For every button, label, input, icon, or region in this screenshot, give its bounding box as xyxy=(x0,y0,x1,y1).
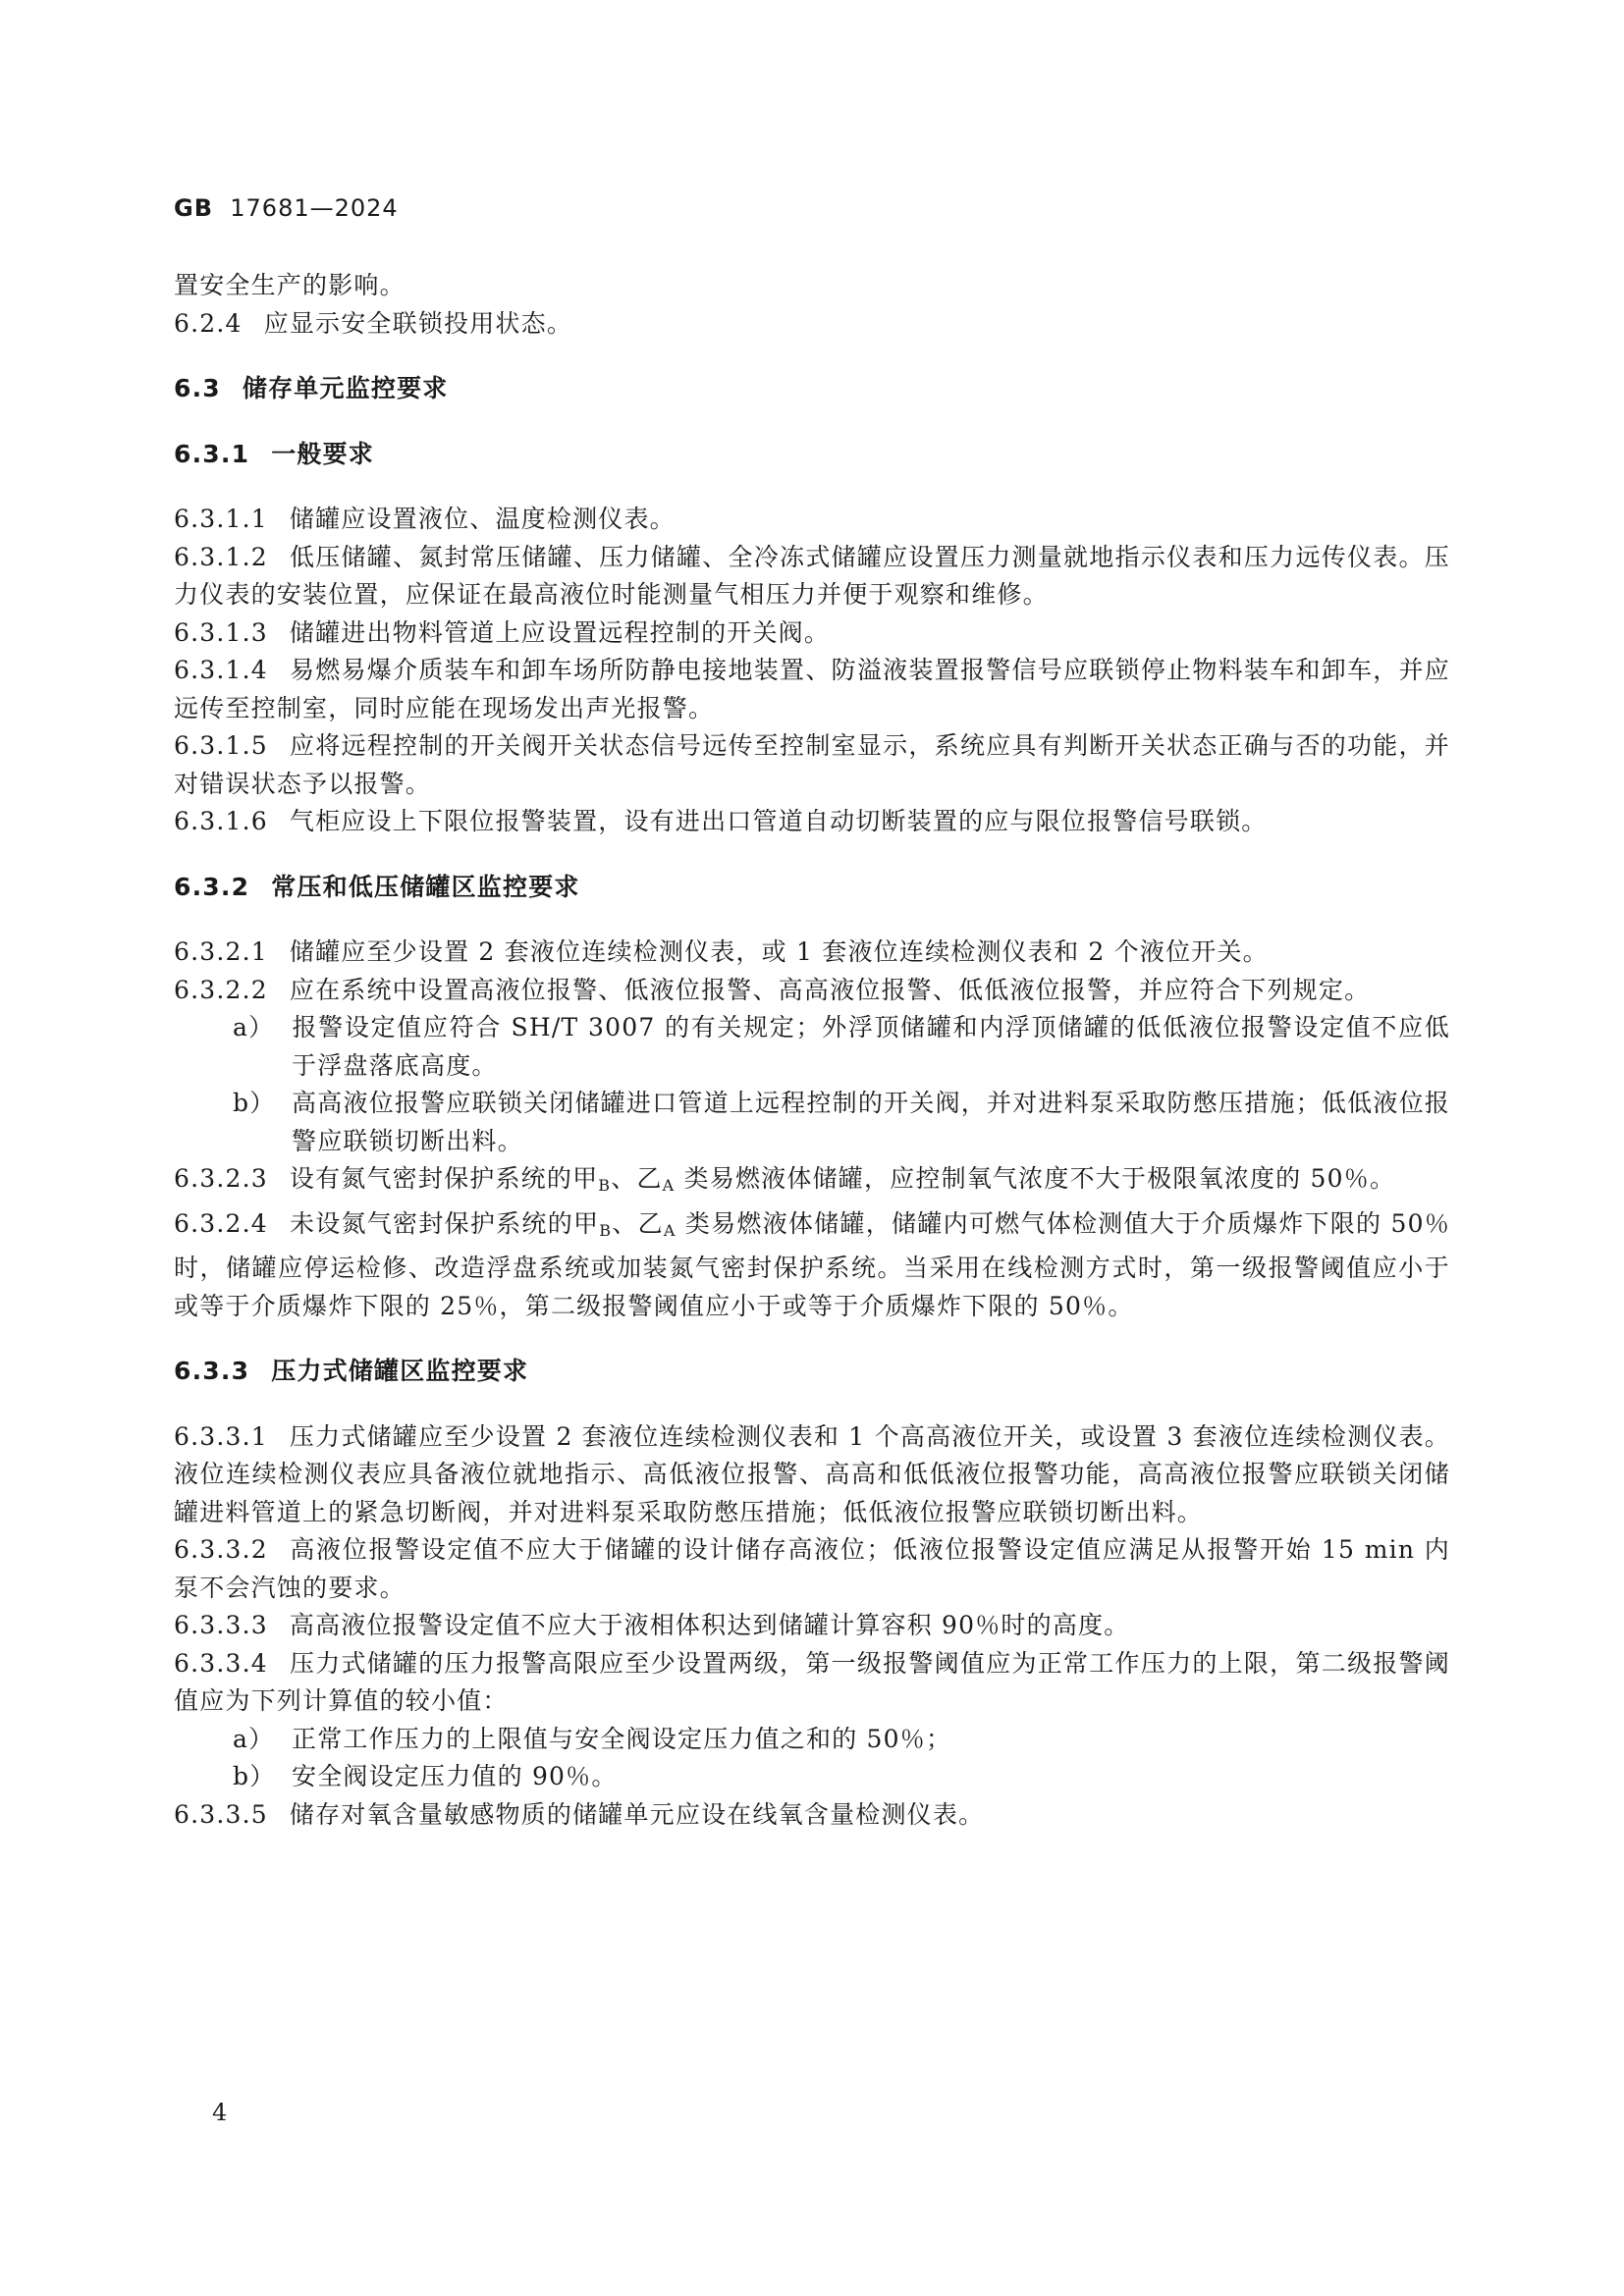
clause-6-3-2-1 xyxy=(174,934,1450,972)
clause-text: 未设氮气密封保护系统的甲$_B$、乙$_A$ 类易燃液体储罐，储罐内可燃气体检测值大于介质爆炸下限的 50％时，储罐应停运检修、改造浮盘系统或加装氮气密封保护系统。当采用在线检测方式时，第一级报警阈值应小于或等于介质爆炸下限的 25％，第二级报警阈值应小于或等于介质爆炸下限的 50％。 xyxy=(174,1208,1451,1320)
clause-number: 6.3.2.3 xyxy=(174,1164,268,1193)
clause-text: 低压储罐、氮封常压储罐、压力储罐、全冷冻式储罐应设置压力测量就地指示仪表和压力远传仪表。压力仪表的安装位置，应保证在最高液位时能测量气相压力并便于观察和维修。 xyxy=(174,542,1450,609)
heading-text: 常压和低压储罐区监控要求 xyxy=(271,872,580,901)
document-body xyxy=(174,267,1450,1834)
clause-6-3-1-3 xyxy=(174,614,1450,653)
clause-6-3-2-2 xyxy=(174,972,1450,1010)
clause-6-3-1-5 xyxy=(174,727,1450,803)
list-marker: b） xyxy=(233,1762,276,1790)
clause-number: 6.3.1.6 xyxy=(174,807,268,835)
clause-number: 6.3.3.3 xyxy=(174,1611,268,1639)
clause-6-3-3-3 xyxy=(174,1607,1450,1645)
list-marker: a） xyxy=(233,1013,275,1041)
clause-text: 高液位报警设定值不应大于储罐的设计储存高液位；低液位报警设定值应满足从报警开始 15 min 内泵不会汽蚀的要求。 xyxy=(174,1535,1450,1602)
clause-number: 6.3.1.4 xyxy=(174,656,268,684)
clause-text: 应将远程控制的开关阀开关状态信号远传至控制室显示，系统应具有判断开关状态正确与否的功能，并对错误状态予以报警。 xyxy=(174,731,1450,798)
heading-number: 6.3 xyxy=(174,374,221,402)
list-text: 报警设定值应符合 SH/T 3007 的有关规定；外浮顶储罐和内浮顶储罐的低低液位报警设定值不应低于浮盘落底高度。 xyxy=(292,1013,1450,1080)
list-text: 高高液位报警应联锁关闭储罐进口管道上远程控制的开关阀，并对进料泵采取防憋压措施；低低液位报警应联锁切断出料。 xyxy=(292,1089,1450,1155)
clause-6-3-1-6 xyxy=(174,803,1450,841)
subscript-b: B xyxy=(598,1176,612,1195)
standard-number: 17681—2024 xyxy=(230,194,399,222)
clause-number: 6.3.3.4 xyxy=(174,1648,268,1678)
clause-text: 应在系统中设置高液位报警、低液位报警、高高液位报警、低低液位报警，并应符合下列规定。 xyxy=(289,975,1371,1004)
clause-number: 6.3.1.2 xyxy=(174,542,268,571)
paragraph-continued: 置安全生产的影响。 xyxy=(174,271,406,299)
standard-header xyxy=(174,194,399,222)
clause-6-3-3-5 xyxy=(174,1796,1450,1835)
heading-text: 一般要求 xyxy=(271,439,374,468)
subscript-b: B xyxy=(599,1220,613,1240)
clause-text: 易燃易爆介质装车和卸车场所防静电接地装置、防溢液装置报警信号应联锁停止物料装车和卸车，并应远传至控制室，同时应能在现场发出声光报警。 xyxy=(174,656,1450,722)
clause-number: 6.2.4 xyxy=(174,308,243,338)
clause-6-2-4 xyxy=(174,305,1450,344)
list-item-b xyxy=(174,1758,1450,1796)
list-item-b xyxy=(174,1085,1450,1160)
list-text: 正常工作压力的上限值与安全阀设定压力值之和的 50％； xyxy=(292,1724,952,1753)
clause-number: 6.3.2.1 xyxy=(174,937,268,966)
list-item-a xyxy=(174,1009,1450,1085)
clause-6-3-1-1 xyxy=(174,501,1450,539)
clause-text: 压力式储罐应至少设置 2 套液位连续检测仪表和 1 个高高液位开关，或设置 3 套液位连续检测仪表。液位连续检测仪表应具备液位就地指示、高低液位报警、高高和低低液位报警功能，高高液位报警应联锁关闭储罐进料管道上的紧急切断阀，并对进料泵采取防憋压措施；低低液位报警应联锁切断出料。 xyxy=(174,1421,1450,1526)
section-heading-6-3 xyxy=(174,370,1450,408)
clause-6-3-1-4 xyxy=(174,652,1450,727)
clause-number: 6.3.2.2 xyxy=(174,975,268,1004)
clause-text: 储罐进出物料管道上应设置远程控制的开关阀。 xyxy=(289,617,831,647)
list-marker: a） xyxy=(233,1724,275,1753)
heading-number: 6.3.3 xyxy=(174,1357,250,1385)
clause-text: 气柜应设上下限位报警装置，设有进出口管道自动切断装置的应与限位报警信号联锁。 xyxy=(289,807,1268,835)
clause-number: 6.3.1.5 xyxy=(174,731,268,760)
clause-text: 设有氮气密封保护系统的甲$_B$、乙$_A$ 类易燃液体储罐，应控制氧气浓度不大于极限氧浓度的 50％。 xyxy=(289,1164,1396,1195)
clause-6-3-2-4 xyxy=(174,1205,1450,1326)
list-text: 安全阀设定压力值的 90％。 xyxy=(292,1762,618,1790)
clause-number: 6.3.3.2 xyxy=(174,1535,268,1564)
clause-number: 6.3.3.1 xyxy=(174,1421,268,1451)
clause-text: 储存对氧含量敏感物质的储罐单元应设在线氧含量检测仪表。 xyxy=(289,1799,985,1829)
clause-number: 6.3.3.5 xyxy=(174,1799,268,1829)
section-heading-6-3-1 xyxy=(174,436,1450,474)
heading-number: 6.3.2 xyxy=(174,872,250,901)
clause-number: 6.3.1.3 xyxy=(174,617,268,647)
clause-number: 6.3.1.1 xyxy=(174,505,268,533)
list-item-a xyxy=(174,1721,1450,1759)
clause-text: 高高液位报警设定值不应大于液相体积达到储罐计算容积 90％时的高度。 xyxy=(289,1611,1130,1639)
clause-text: 应显示安全联锁投用状态。 xyxy=(263,308,573,338)
page-number: 4 xyxy=(212,2099,228,2126)
clause-text: 压力式储罐的压力报警高限应至少设置两级，第一级报警阈值应为正常工作压力的上限，第二级报警阈值应为下列计算值的较小值： xyxy=(174,1648,1450,1715)
clause-number: 6.3.2.4 xyxy=(174,1208,268,1238)
clause-text: 储罐应设置液位、温度检测仪表。 xyxy=(289,505,676,533)
heading-text: 储存单元监控要求 xyxy=(242,374,449,402)
clause-text: 储罐应至少设置 2 套液位连续检测仪表，或 1 套液位连续检测仪表和 2 个液位开关。 xyxy=(289,937,1269,966)
heading-number: 6.3.1 xyxy=(174,439,250,468)
clause-6-3-2-3 xyxy=(174,1160,1450,1205)
subscript-a: A xyxy=(662,1176,676,1195)
standard-prefix: GB xyxy=(174,194,213,222)
heading-text: 压力式储罐区监控要求 xyxy=(271,1357,529,1385)
clause-6-3-1-2 xyxy=(174,539,1450,614)
section-heading-6-3-2 xyxy=(174,869,1450,907)
clause-6-3-3-2 xyxy=(174,1531,1450,1607)
list-marker: b） xyxy=(233,1089,276,1117)
subscript-a: A xyxy=(663,1220,677,1240)
clause-6-3-3-4 xyxy=(174,1645,1450,1721)
clause-6-3-3-1 xyxy=(174,1418,1450,1532)
section-heading-6-3-3 xyxy=(174,1353,1450,1391)
